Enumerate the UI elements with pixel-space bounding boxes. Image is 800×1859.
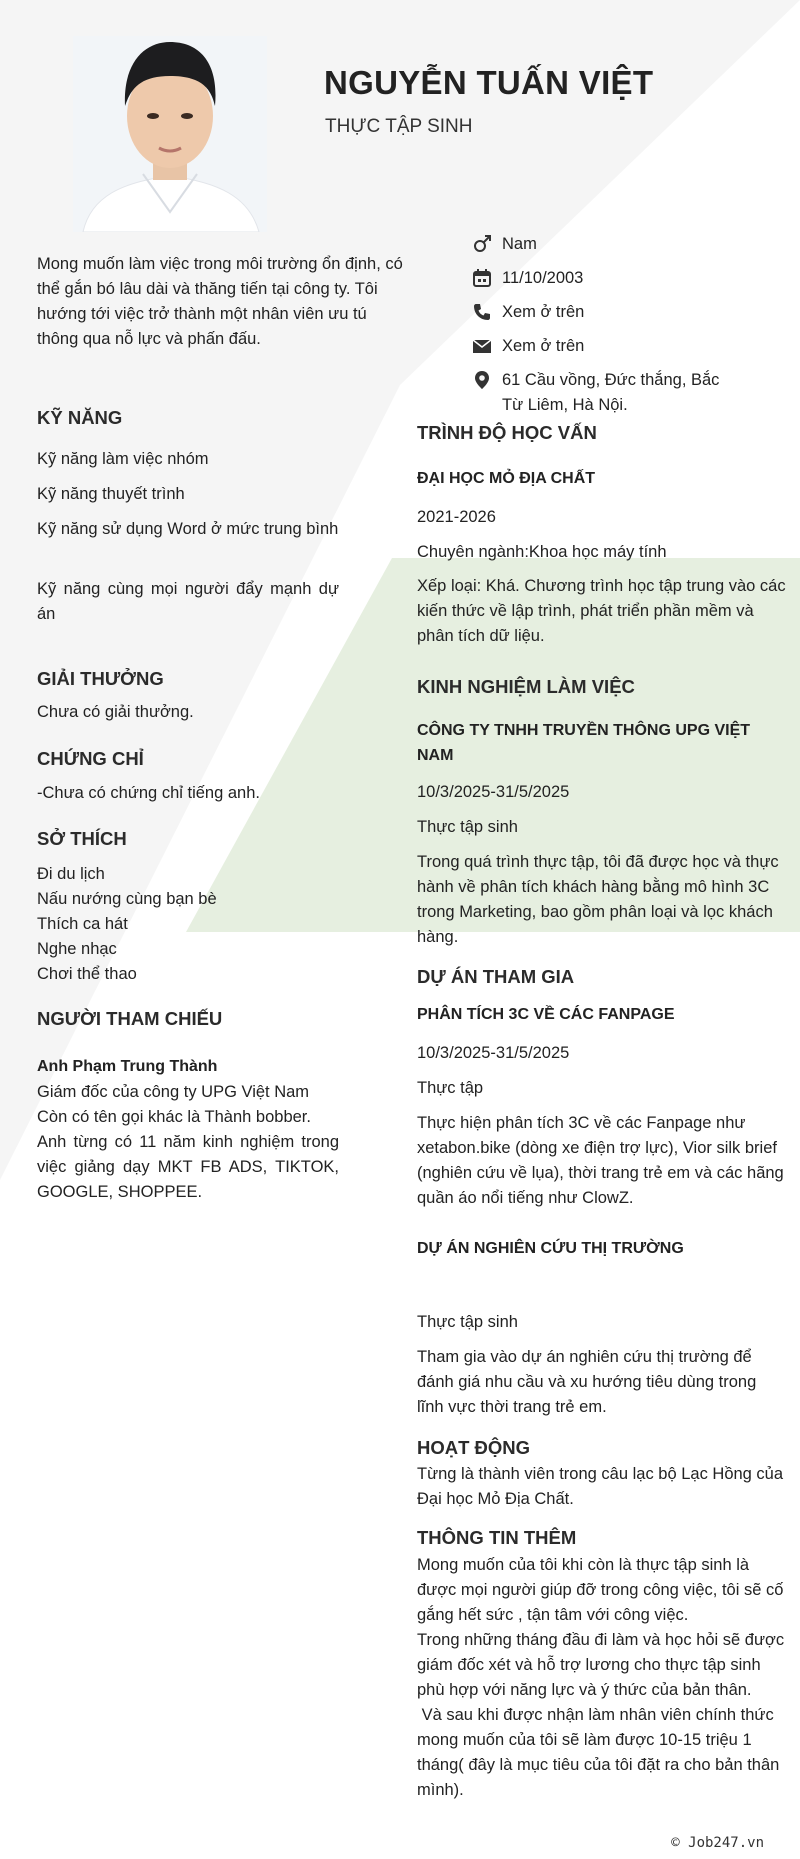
- additional-heading: THÔNG TIN THÊM: [417, 1527, 577, 1548]
- birthday-value: 11/10/2003: [502, 269, 584, 287]
- experience-heading: KINH NGHIỆM LÀM VIỆC: [417, 676, 635, 697]
- additional-paragraph: Mong muốn của tôi khi còn là thực tập sinh là được mọi người giúp đỡ trong công việc, tôi sẽ cố gắng hết sức , tận tâm với công việc.: [417, 1556, 784, 1624]
- contact-gender: [472, 232, 537, 257]
- projects-heading: DỰ ÁN THAM GIA: [417, 966, 575, 987]
- references-heading: NGƯỜI THAM CHIẾU: [37, 1008, 223, 1029]
- email-value[interactable]: Xem ở trên: [502, 337, 585, 355]
- contact-phone: [472, 300, 584, 325]
- experience-period: 10/3/2025-31/5/2025: [417, 783, 570, 801]
- hobbies-heading: SỞ THÍCH: [37, 828, 127, 849]
- contact-email: [472, 334, 584, 359]
- additional-body: [417, 1553, 787, 1803]
- address-value: 61 Cầu vồng, Đức thắng, Bắc Từ Liêm, Hà Nội.: [502, 371, 720, 414]
- education-major: Chuyên ngành:Khoa học máy tính: [417, 543, 667, 561]
- experience-description: Trong quá trình thực tập, tôi đã được học và thực hành về phân tích khách hàng bằng mô hình 3C trong Marketing, bao gồm phân loại và lọc khách hàng.: [417, 853, 779, 946]
- experience-position: Thực tập sinh: [417, 818, 518, 836]
- mail-icon: [472, 336, 492, 356]
- project-name: PHÂN TÍCH 3C VỀ CÁC FANPAGE: [417, 1006, 675, 1023]
- skill-item: Kỹ năng làm việc nhóm: [37, 450, 209, 468]
- reference-line: Còn có tên gọi khác là Thành bobber.: [37, 1108, 311, 1126]
- contact-info: [472, 232, 752, 412]
- location-icon: [472, 370, 492, 390]
- activities-heading: HOẠT ĐỘNG: [417, 1437, 531, 1458]
- gender-icon: [472, 234, 492, 254]
- project-role: Thực tập sinh: [417, 1313, 518, 1331]
- hobby-item: Thích ca hát: [37, 915, 128, 933]
- skills-heading: KỸ NĂNG: [37, 407, 123, 428]
- reference-name: Anh Phạm Trung Thành: [37, 1058, 218, 1075]
- project-role: Thực tập: [417, 1079, 484, 1097]
- awards-text: Chưa có giải thưởng.: [37, 703, 194, 721]
- certificates-heading: CHỨNG CHỈ: [37, 748, 144, 769]
- hobby-item: Đi du lịch: [37, 865, 105, 883]
- experience-company: CÔNG TY TNHH TRUYỀN THÔNG UPG VIỆT NAM: [417, 722, 751, 764]
- education-heading: TRÌNH ĐỘ HỌC VẤN: [417, 422, 597, 443]
- career-objective: Mong muốn làm việc trong môi trường ổn định, có thể gắn bó lâu dài và thăng tiến tại công ty. Tôi hướng tới việc trở thành một nhân viên ưu tú thông qua nỗ lực và phấn đấu.: [37, 255, 403, 348]
- skill-item: Kỹ năng sử dụng Word ở mức trung bình: [37, 520, 339, 538]
- calendar-icon: [472, 268, 492, 288]
- certificates-text: -Chưa có chứng chỉ tiếng anh.: [37, 784, 260, 802]
- activities-text: Từng là thành viên trong câu lạc bộ Lạc Hồng của Đại học Mỏ Địa Chất.: [417, 1465, 784, 1508]
- education-school: ĐẠI HỌC MỎ ĐỊA CHẤT: [417, 470, 596, 487]
- contact-address: [472, 368, 752, 418]
- reference-line: Giám đốc của công ty UPG Việt Nam: [37, 1083, 310, 1101]
- hobby-item: Nấu nướng cùng bạn bè: [37, 890, 217, 908]
- education-period: 2021-2026: [417, 508, 496, 526]
- additional-paragraph: Và sau khi được nhận làm nhân viên chính thức mong muốn của tôi sẽ làm được 10-15 triệu 1 tháng( đây là mục tiêu của tôi đặt ra cho bản thân mình).: [417, 1706, 784, 1799]
- skill-item: Kỹ năng cùng mọi người đẩy mạnh dự án: [37, 580, 339, 623]
- footer-watermark: © Job247.vn: [671, 1835, 764, 1851]
- project-period: 10/3/2025-31/5/2025: [417, 1044, 570, 1062]
- education-description: Xếp loại: Khá. Chương trình học tập trung vào các kiến thức về lập trình, phát triển phần mềm và phân tích dữ liệu.: [417, 577, 786, 645]
- project-name: DỰ ÁN NGHIÊN CỨU THỊ TRƯỜNG: [417, 1240, 684, 1257]
- candidate-role: THỰC TẬP SINH: [325, 116, 473, 137]
- hobby-item: Chơi thể thao: [37, 965, 137, 983]
- project-description: Thực hiện phân tích 3C về các Fanpage như xetabon.bike (dòng xe điện trợ lực), Vior silk brief (nghiên cứu về lụa), thời trang trẻ em và các hãng quần áo nổi tiếng như ClowZ.: [417, 1114, 784, 1207]
- skill-item: Kỹ năng thuyết trình: [37, 485, 185, 503]
- phone-icon: [472, 302, 492, 322]
- candidate-name: NGUYỄN TUẤN VIỆT: [324, 64, 654, 101]
- gender-value: Nam: [502, 235, 537, 253]
- awards-heading: GIẢI THƯỞNG: [37, 668, 164, 689]
- hobby-item: Nghe nhạc: [37, 940, 117, 958]
- contact-birthday: [472, 266, 583, 291]
- project-description: Tham gia vào dự án nghiên cứu thị trường để đánh giá nhu cầu và xu hướng tiêu dùng trong lĩnh vực thời trang trẻ em.: [417, 1348, 757, 1416]
- profile-photo: [73, 36, 267, 232]
- additional-paragraph: Trong những tháng đầu đi làm và học hỏi sẽ được giám đốc xét và hỗ trợ lương cho thực tập sinh phù hợp với năng lực và ý thức của bản thân.: [417, 1631, 785, 1699]
- reference-note: Anh từng có 11 năm kinh nghiệm trong việc giảng dạy MKT FB ADS, TIKTOK, GOOGLE, SHOPPEE.: [37, 1133, 339, 1201]
- phone-value[interactable]: Xem ở trên: [502, 303, 585, 321]
